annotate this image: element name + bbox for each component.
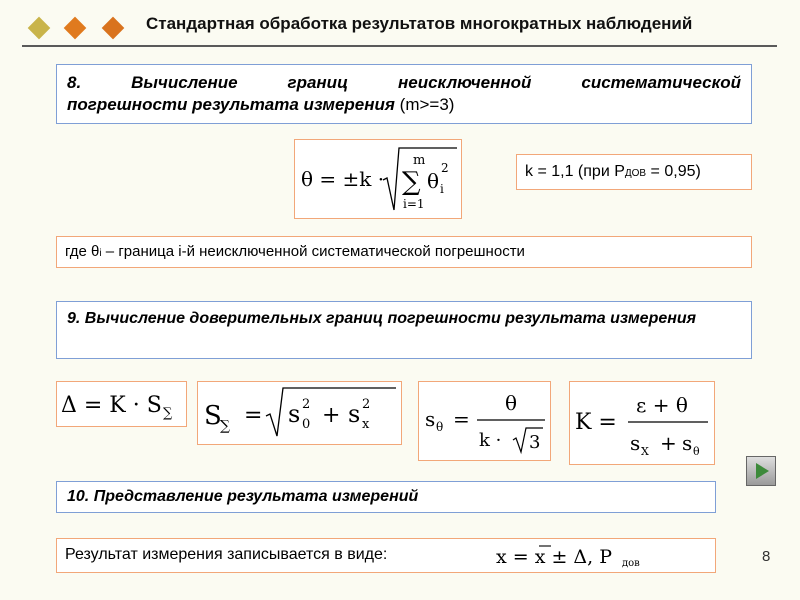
- f5-den-a: s: [630, 431, 641, 455]
- f3-sx-sub: x: [362, 417, 370, 432]
- title-divider: [22, 45, 777, 47]
- section-8-heading: [56, 64, 752, 124]
- f2-sub: ∑: [163, 406, 173, 421]
- formula-theta-bound: [294, 139, 462, 219]
- result-formula-main: x = x ± Δ, P: [496, 546, 613, 568]
- f5-plus: +: [660, 431, 677, 455]
- where-note: [56, 236, 752, 268]
- section-10-heading: 10. Представление результата измерений: [56, 481, 716, 513]
- f5-den-b: s: [682, 431, 693, 455]
- f4-eq: =: [453, 407, 470, 431]
- f3-eq: =: [244, 403, 263, 428]
- f3-lhs: S: [204, 401, 222, 431]
- f3-sx: s: [348, 400, 361, 428]
- f5-num: ε + θ: [636, 393, 688, 417]
- f5-den-a-sub: X: [641, 445, 649, 458]
- formula-lhs: θ = ±k ·: [301, 167, 385, 191]
- result-formula-sub: дов: [622, 558, 640, 569]
- formula-s-theta: [418, 381, 551, 461]
- f3-lhs-sub: ∑: [220, 418, 230, 434]
- result-text: Результат измерения записывается в виде:: [65, 546, 388, 563]
- f5-den-b-sub: θ: [693, 445, 700, 458]
- f4-num: θ: [505, 391, 518, 415]
- formula-s-sigma: [197, 381, 402, 445]
- page-title: Стандартная обработка результатов многократных наблюдений: [146, 14, 693, 33]
- heading-word: 8.: [67, 73, 82, 92]
- f4-den: k ·: [479, 430, 502, 451]
- diamond-bullet-orange-2: [102, 17, 125, 40]
- page-number: 8: [762, 548, 771, 565]
- k-note-sub: ДОВ: [624, 168, 647, 179]
- heading-condition: (m>=3): [399, 95, 455, 114]
- f3-plus: +: [322, 403, 341, 428]
- section-9-heading: 9. Вычисление доверительных границ погрешности результата измерения: [56, 301, 752, 359]
- term-sub: i: [440, 182, 444, 196]
- diamond-bullet-orange: [64, 17, 87, 40]
- diamond-bullet-olive: [28, 17, 51, 40]
- formula-delta: [56, 381, 187, 427]
- result-formula: [492, 542, 682, 570]
- play-arrow-icon: [756, 463, 769, 479]
- f3-s0: s: [288, 400, 301, 428]
- f4-lhs-sub: θ: [436, 420, 444, 434]
- sum-term: θ: [427, 169, 440, 193]
- f5-lhs: K =: [575, 410, 617, 435]
- sum-upper: m: [413, 153, 426, 168]
- f2-lhs: Δ = K · S: [61, 393, 162, 418]
- heading-word: границ: [287, 73, 349, 92]
- heading-word: неисключенной: [397, 73, 532, 92]
- heading-word: систематической: [581, 73, 741, 92]
- sum-sign: ∑: [402, 167, 421, 197]
- heading-line-2: погрешности результата измерения: [67, 95, 395, 114]
- next-slide-button[interactable]: [746, 456, 776, 486]
- result-note: [56, 538, 716, 573]
- k-coefficient-note: [516, 154, 752, 190]
- f4-root: 3: [529, 432, 541, 453]
- heading-word: Вычисление: [131, 73, 238, 92]
- f3-s0-sub: 0: [302, 417, 311, 432]
- term-sup: 2: [441, 161, 449, 175]
- where-suffix: – граница i-й неисключенной систематической погрешности: [101, 243, 525, 260]
- where-prefix: где θ: [65, 243, 100, 260]
- sum-lower: i=1: [403, 197, 425, 211]
- formula-k: [569, 381, 715, 465]
- f3-s0-sup: 2: [302, 397, 311, 412]
- f3-sx-sup: 2: [362, 397, 371, 412]
- k-note-prefix: k = 1,1 (при P: [525, 163, 625, 180]
- k-note-suffix: = 0,95): [646, 163, 701, 180]
- f4-lhs: s: [425, 407, 436, 431]
- where-sub: i: [99, 248, 102, 259]
